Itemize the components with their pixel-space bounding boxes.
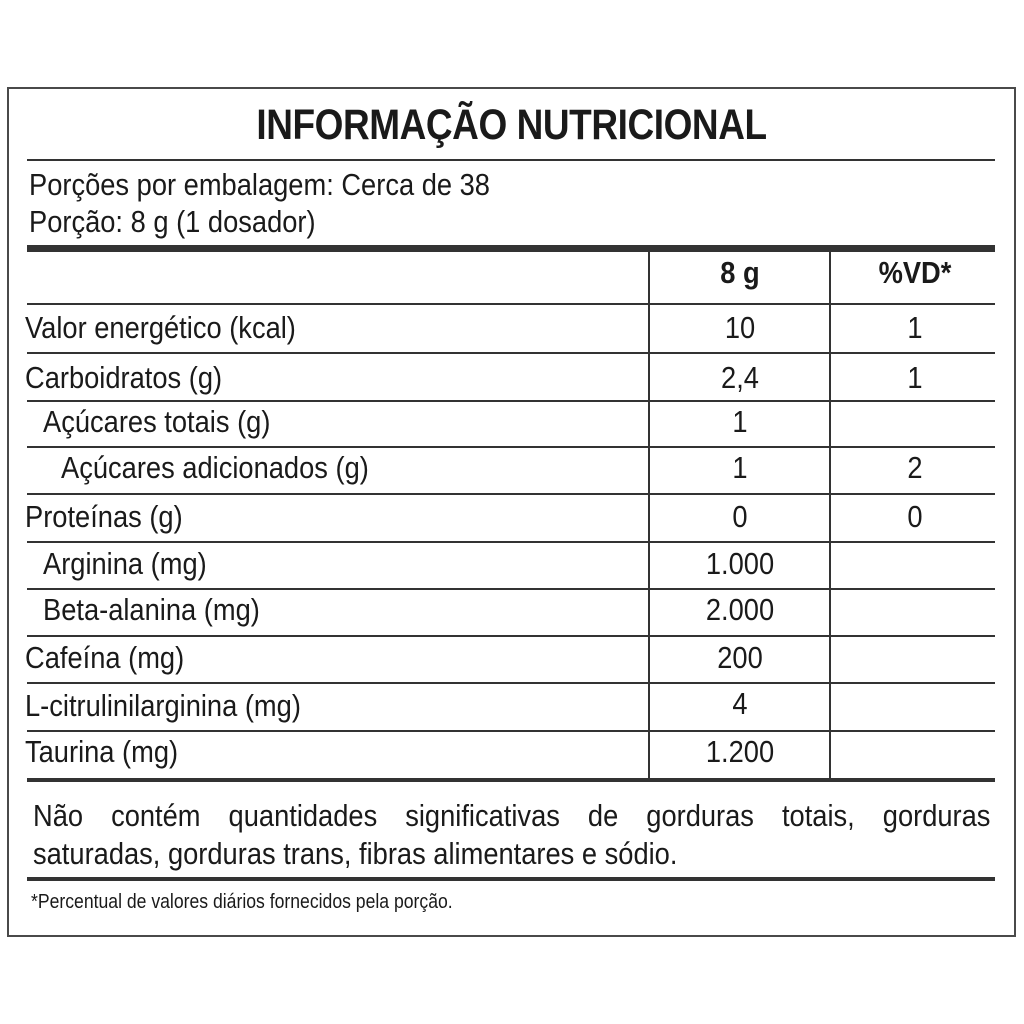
row-divider bbox=[27, 635, 995, 637]
divider-header bbox=[27, 303, 995, 305]
row-amount: 0 bbox=[732, 499, 748, 534]
column-divider-2 bbox=[829, 252, 831, 779]
nutrition-facts-panel bbox=[7, 87, 1016, 937]
row-divider bbox=[27, 352, 995, 354]
divider-footnote bbox=[27, 877, 995, 881]
row-label: Valor energético (kcal) bbox=[25, 310, 296, 345]
row-amount: 2.000 bbox=[705, 592, 775, 627]
row-label: Taurina (mg) bbox=[25, 734, 179, 769]
column-divider-1 bbox=[648, 252, 650, 779]
row-label: Cafeína (mg) bbox=[25, 640, 185, 675]
divider-thick bbox=[27, 245, 995, 252]
row-label: Açúcares totais (g) bbox=[43, 404, 271, 439]
divider-table-bottom bbox=[27, 778, 995, 782]
row-divider bbox=[27, 682, 995, 684]
row-label: L-citrulinilarginina (mg) bbox=[25, 688, 301, 723]
row-amount: 1.200 bbox=[705, 734, 775, 769]
row-amount: 200 bbox=[717, 640, 763, 675]
row-dv: 1 bbox=[907, 310, 923, 345]
column-header-dv: %VD* bbox=[878, 255, 952, 290]
row-label: Arginina (mg) bbox=[43, 546, 207, 581]
row-amount: 4 bbox=[732, 686, 748, 721]
row-amount: 1.000 bbox=[705, 546, 775, 581]
row-amount: 10 bbox=[724, 310, 756, 345]
row-divider bbox=[27, 541, 995, 543]
table-title: INFORMAÇÃO NUTRICIONAL bbox=[256, 101, 767, 149]
row-label: Carboidratos (g) bbox=[25, 360, 223, 395]
row-dv: 0 bbox=[907, 499, 923, 534]
row-divider bbox=[27, 493, 995, 495]
serving-size: Porção: 8 g (1 dosador) bbox=[29, 204, 316, 239]
row-dv: 2 bbox=[907, 450, 923, 485]
footnote: *Percentual de valores diários fornecidos pela porção. bbox=[31, 891, 453, 913]
row-amount: 1 bbox=[732, 404, 748, 439]
row-amount: 2,4 bbox=[721, 360, 759, 395]
divider-title bbox=[27, 159, 995, 161]
row-label: Açúcares adicionados (g) bbox=[61, 450, 369, 485]
column-header-amount: 8 g bbox=[720, 255, 760, 290]
row-amount: 1 bbox=[732, 450, 748, 485]
note-line-2: saturadas, gorduras trans, fibras alimentares e sódio. bbox=[33, 836, 678, 871]
row-label: Proteínas (g) bbox=[25, 499, 183, 534]
note-line-1: Não contém quantidades significativas de gorduras totais, gorduras bbox=[33, 798, 991, 833]
row-label: Beta-alanina (mg) bbox=[43, 592, 260, 627]
row-dv: 1 bbox=[907, 360, 923, 395]
servings-per-package: Porções por embalagem: Cerca de 38 bbox=[29, 167, 490, 202]
